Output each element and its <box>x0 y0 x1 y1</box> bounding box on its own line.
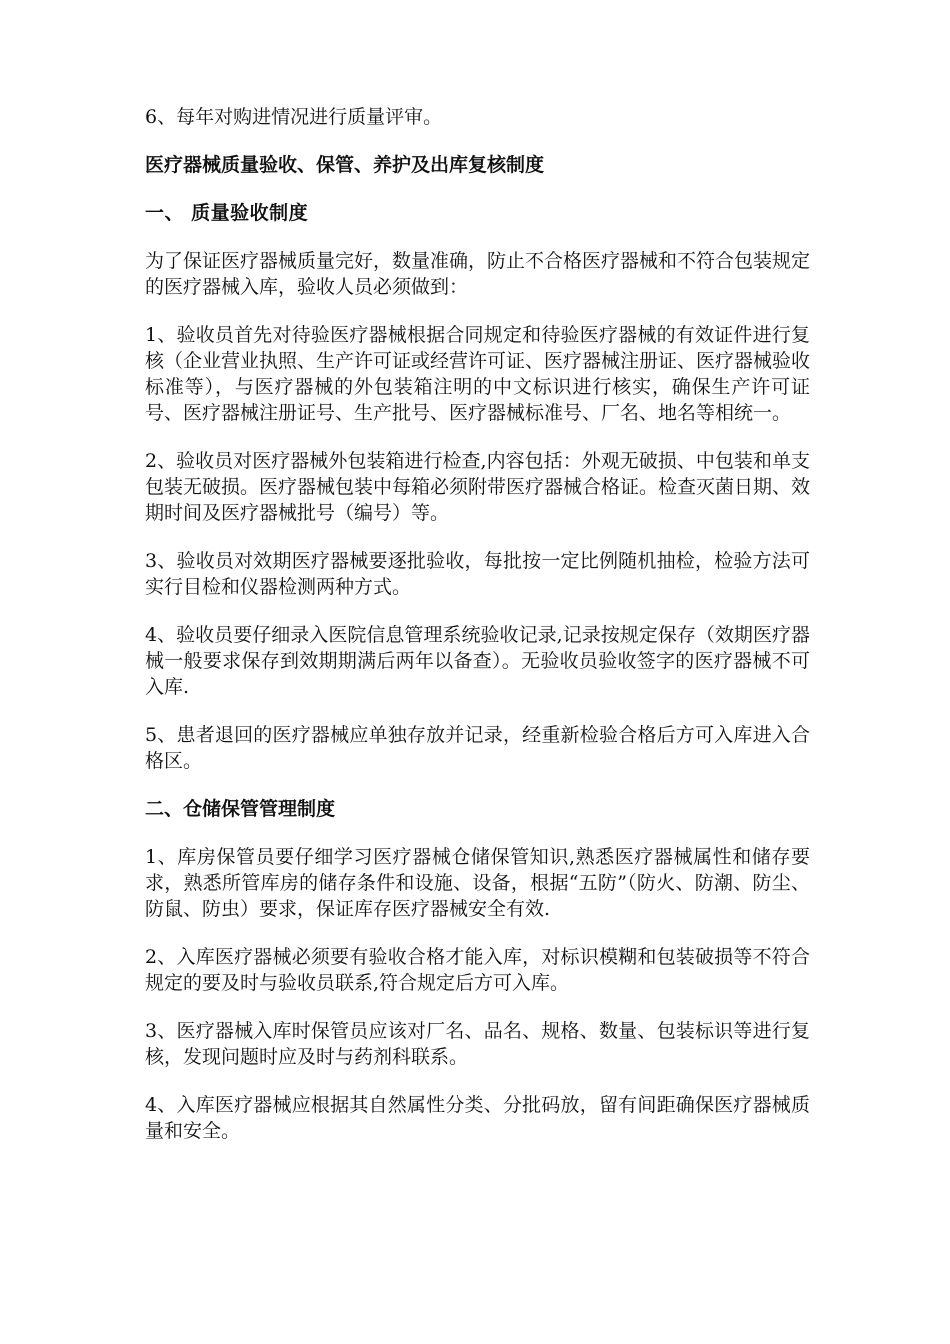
section1-heading: 一、 质量验收制度 <box>145 202 309 224</box>
section1-item-1: 1、验收员首先对待验医疗器械根据合同规定和待验医疗器械的有效证件进行复核（企业营业执照、生产许可证或经营许可证、医疗器械注册证、医疗器械验收标准等），与医疗器械的外包装箱注明的中文标识进行核实，确保生产许可证号、医疗器械注册证号、生产批号、医疗器械标准号、厂名、地名等相统一。 <box>145 324 811 424</box>
document-page <box>145 104 810 1166</box>
section2-heading: 二、仓储保管管理制度 <box>145 798 336 820</box>
section1-item-4: 4、验收员要仔细录入医院信息管理系统验收记录,记录按规定保存（效期医疗器械一般要求保存到效期期满后两年以备查）。无验收员验收签字的医疗器械不可入库. <box>145 624 810 698</box>
section2-item-2: 2、入库医疗器械必须要有验收合格才能入库，对标识模糊和包装破损等不符合规定的要及时与验收员联系,符合规定后方可入库。 <box>145 946 810 994</box>
section1-item-5: 5、患者退回的医疗器械应单独存放并记录，经重新检验合格后方可入库进入合格区。 <box>145 724 810 772</box>
main-title: 医疗器械质量验收、保管、养护及出库复核制度 <box>145 154 545 176</box>
intro-item: 6、每年对购进情况进行质量评审。 <box>145 106 443 128</box>
section2-item-1: 1、库房保管员要仔细学习医疗器械仓储保管知识,熟悉医疗器械属性和储存要求，熟悉所管库房的储存条件和设施、设备，根据“五防”（防火、防潮、防尘、防鼠、防虫）要求，保证库存医疗器械安全有效. <box>145 846 810 920</box>
section2-item-4: 4、入库医疗器械应根据其自然属性分类、分批码放，留有间距确保医疗器械质量和安全。 <box>145 1094 810 1142</box>
section1-intro: 为了保证医疗器械质量完好，数量准确，防止不合格医疗器械和不符合包装规定的医疗器械入库，验收人员必须做到： <box>145 250 811 298</box>
section1-item-2: 2、验收员对医疗器械外包装箱进行检查,内容包括：外观无破损、中包装和单支包装无破损。医疗器械包装中每箱必须附带医疗器械合格证。检查灭菌日期、效期时间及医疗器械批号（编号）等。 <box>145 450 811 524</box>
section2-item-3: 3、医疗器械入库时保管员应该对厂名、品名、规格、数量、包装标识等进行复核，发现问题时应及时与药剂科联系。 <box>145 1020 810 1068</box>
section1-item-3: 3、验收员对效期医疗器械要逐批验收，每批按一定比例随机抽检，检验方法可实行目检和仪器检测两种方式。 <box>145 550 810 598</box>
